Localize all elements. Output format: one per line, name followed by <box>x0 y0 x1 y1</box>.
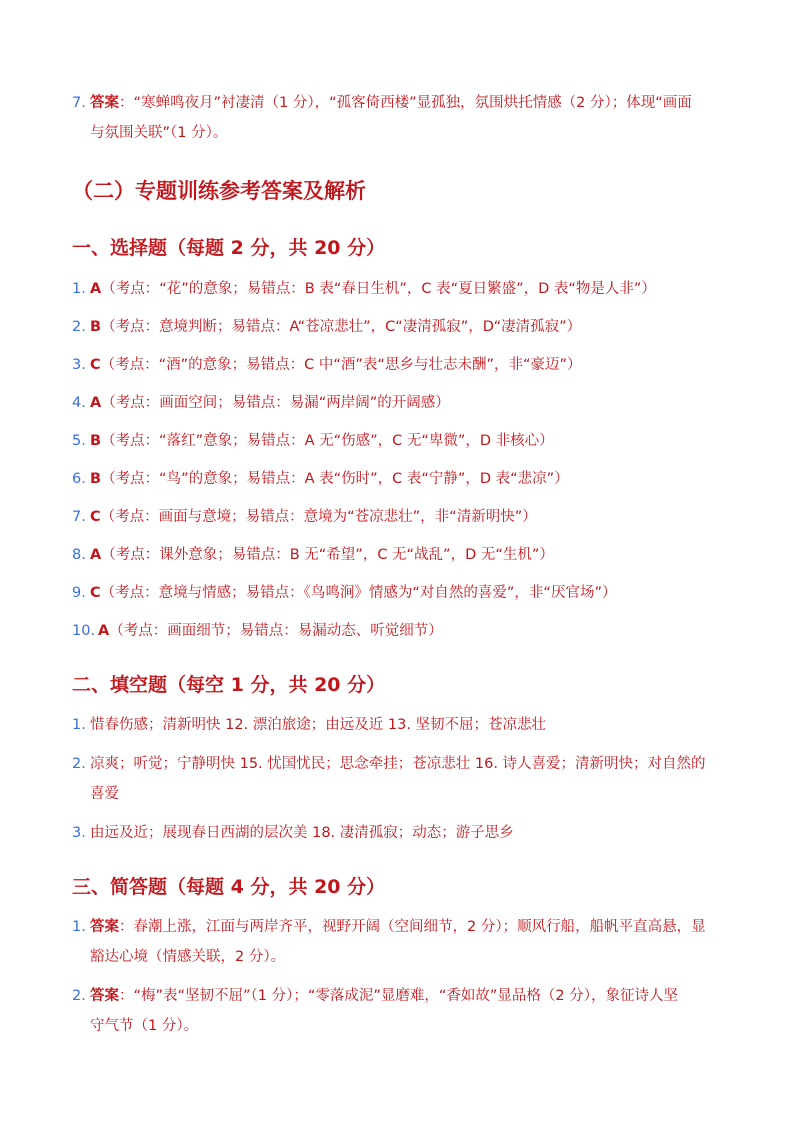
item-explanation: （考点：课外意象；易错点：B 无“希望”，C 无“战乱”，D 无“生机”） <box>101 547 554 563</box>
answer-label: 答案 <box>90 95 119 111</box>
item-number: 9. <box>72 585 86 601</box>
short-answer-item <box>72 981 736 1041</box>
choice-item <box>72 312 736 342</box>
answer-letter: A <box>98 623 110 639</box>
answer-letter: C <box>90 509 101 525</box>
item-number: 1. <box>72 919 86 935</box>
item-explanation: （考点：“落红”意象；易错点：A 无“伤感”，C 无“卑微”，D 非核心） <box>101 433 554 449</box>
fill-text-line1: 惜春伤感；清新明快 12. 漂泊旅途；由远及近 13. 坚韧不屈；苍凉悲壮 <box>90 717 547 733</box>
answer-letter: B <box>90 319 102 335</box>
answer-letter: A <box>90 281 102 297</box>
fill-item <box>72 710 736 740</box>
answer-text-line1: ：“梅”表“坚韧不屈”（1 分）；“零落成泥”显磨难，“香如故”显品格（2 分），象征诗人坚 <box>119 988 679 1004</box>
answer-text-line1: ：春潮上涨，江面与两岸齐平，视野开阔（空间细节，2 分）；顺风行船，船帆平直高悬，显 <box>119 919 706 935</box>
item-explanation: （考点：意境判断；易错点：A“苍凉悲壮”，C“凄清孤寂”，D“凄清孤寂”） <box>101 319 582 335</box>
item-number: 2. <box>72 319 86 335</box>
item-number: 7. <box>72 95 86 111</box>
item-number: 4. <box>72 395 86 411</box>
item-explanation: （考点：画面空间；易错点：易漏“两岸阔”的开阔感） <box>101 395 450 411</box>
fill-text-line2: 喜爱 <box>90 786 119 802</box>
item-explanation: （考点：“酒”的意象；易错点：C 中“酒”表“思乡与壮志未酬”，非“豪迈”） <box>100 357 582 373</box>
item-number: 5. <box>72 433 86 449</box>
item-number: 2. <box>72 756 86 772</box>
choice-item <box>72 502 736 532</box>
item-explanation: （考点：意境与情感；易错点：《鸟鸣涧》情感为“对自然的喜爱”，非“厌官场”） <box>100 585 617 601</box>
item-number: 1. <box>72 717 86 733</box>
answer-letter: B <box>90 471 102 487</box>
choice-item <box>72 388 736 418</box>
item-explanation: （考点：“鸟”的意象；易错点：A 表“伤时”，C 表“宁静”，D 表“悲凉”） <box>101 471 569 487</box>
choice-item <box>72 274 736 304</box>
answer-text-line2: 豁达心境（情感关联，2 分）。 <box>90 949 286 965</box>
answer-letter: B <box>90 433 102 449</box>
choice-item <box>72 426 736 456</box>
answer-text-line2: 与氛围关联”（1 分）。 <box>90 125 228 141</box>
item-number: 2. <box>72 988 86 1004</box>
answer-text-line2: 守气节（1 分）。 <box>90 1018 199 1034</box>
choice-item <box>72 616 736 646</box>
item-number: 10. <box>72 623 96 639</box>
top-answer-item <box>72 88 736 148</box>
choice-item <box>72 578 736 608</box>
short-heading: 三、简答题（每题 4 分，共 20 分） <box>72 876 386 898</box>
item-number: 7. <box>72 509 86 525</box>
item-explanation: （考点：画面细节；易错点：易漏动态、听觉细节） <box>109 623 443 639</box>
section-title: （二）专题训练参考答案及解析 <box>72 179 366 203</box>
item-explanation: （考点：画面与意境；易错点：意境为“苍凉悲壮”，非“清新明快”） <box>100 509 537 525</box>
choice-heading: 一、选择题（每题 2 分，共 20 分） <box>72 237 386 259</box>
item-explanation: （考点：“花”的意象；易错点：B 表“春日生机”，C 表“夏日繁盛”，D 表“物是人非”） <box>101 281 656 297</box>
choice-item <box>72 464 736 494</box>
choice-item <box>72 350 736 380</box>
answer-label: 答案 <box>90 919 119 935</box>
fill-text-line1: 凉爽；听觉；宁静明快 15. 忧国忧民；思念牵挂；苍凉悲壮 16. 诗人喜爱；清新明快；对自然的 <box>90 756 706 772</box>
fill-text-line1: 由远及近；展现春日西湖的层次美 18. 凄清孤寂；动态；游子思乡 <box>90 825 514 841</box>
answer-letter: A <box>90 395 102 411</box>
item-number: 3. <box>72 357 86 373</box>
choice-item <box>72 540 736 570</box>
answer-letter: C <box>90 357 101 373</box>
short-answer-item <box>72 912 736 972</box>
answer-text-line1: ：“寒蝉鸣夜月”衬凄清（1 分），“孤客倚西楼”显孤独，氛围烘托情感（2 分）；体现“画面 <box>119 95 692 111</box>
fill-item <box>72 749 736 809</box>
fill-item <box>72 818 736 848</box>
answer-letter: A <box>90 547 102 563</box>
item-number: 3. <box>72 825 86 841</box>
answer-letter: C <box>90 585 101 601</box>
fill-heading: 二、填空题（每空 1 分，共 20 分） <box>72 674 386 696</box>
item-number: 1. <box>72 281 86 297</box>
answer-label: 答案 <box>90 988 119 1004</box>
item-number: 6. <box>72 471 86 487</box>
item-number: 8. <box>72 547 86 563</box>
